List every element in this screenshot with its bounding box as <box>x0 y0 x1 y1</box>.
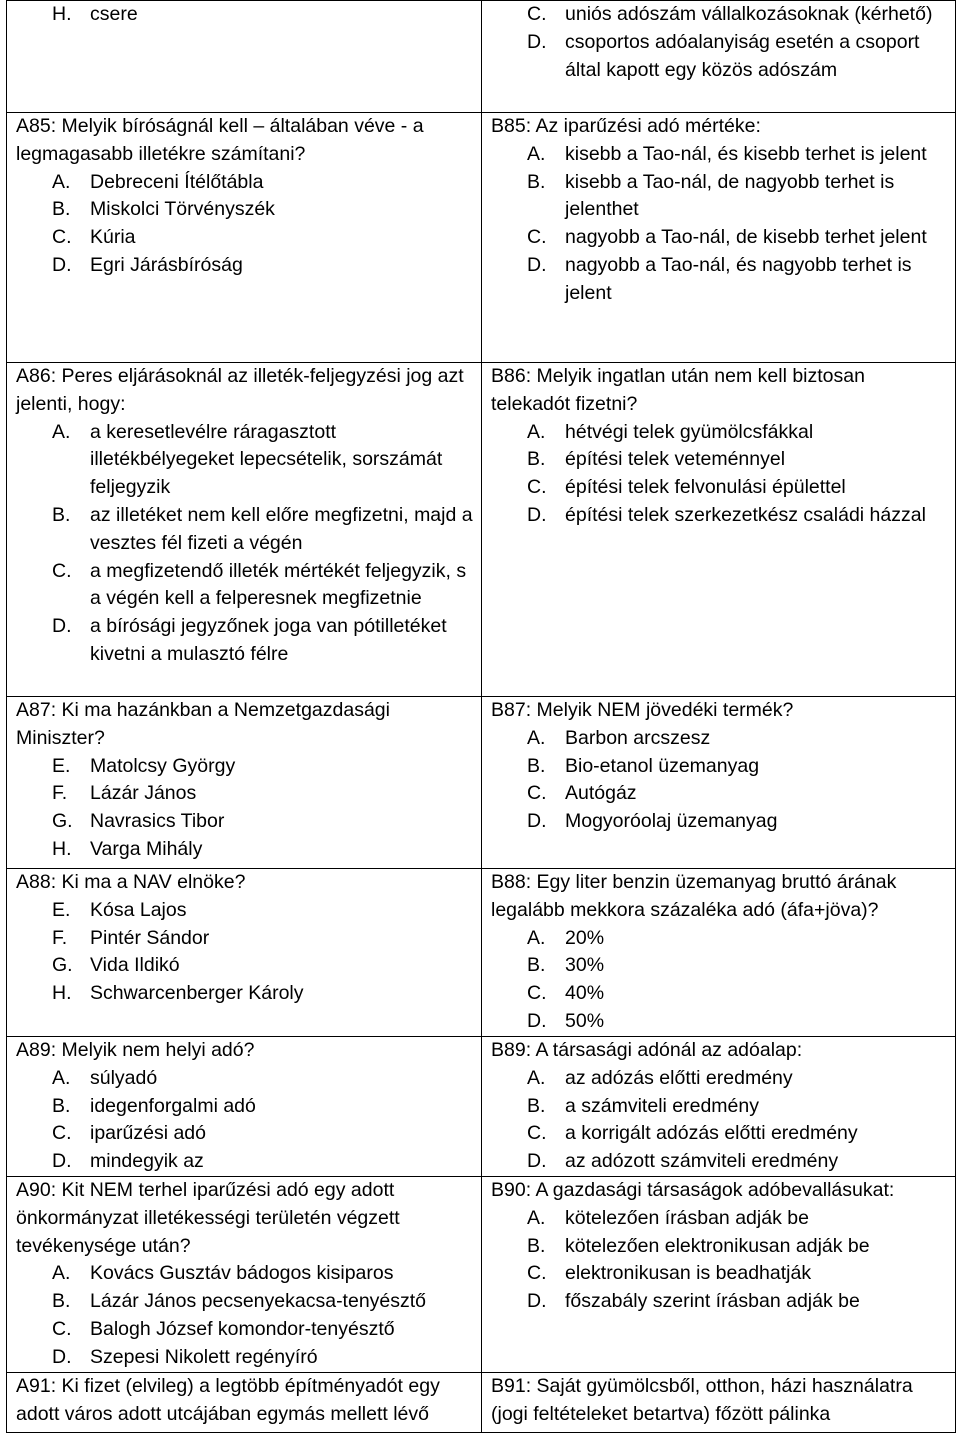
cell-left <box>7 697 482 869</box>
option: A. súlyadó <box>52 1066 158 1089</box>
option: A. kötelezően írásban adják be <box>527 1206 809 1229</box>
cell-right <box>482 113 956 363</box>
option: C. a korrigált adózás előtti eredmény <box>527 1122 858 1145</box>
table-row <box>7 1037 956 1177</box>
option: H. Varga Mihály <box>52 837 203 860</box>
question-text: A86: Peres eljárásoknál az illeték-feljegyzési jog azt jelenti, hogy: <box>16 365 464 415</box>
option: C. elektronikusan is beadhatják <box>527 1262 812 1285</box>
option: C. a megfizetendő illeték mértékét feljegyzik, s a végén kell a felperesnek megfizetnie <box>52 559 467 610</box>
option: C. Autógáz <box>527 782 637 805</box>
question-text: B86: Melyik ingatlan után nem kell biztosan telekadót fizetni? <box>491 365 865 415</box>
question-text: B91: Saját gyümölcsből, otthon, házi használatra (jogi feltételeket betartva) főzött pálinka <box>491 1375 913 1425</box>
option: F. Lázár János <box>52 782 197 805</box>
option: C. Balogh József komondor-tenyésztő <box>52 1317 395 1340</box>
option: A. Debreceni Ítélőtábla <box>52 170 264 193</box>
option: E. Matolcsy György <box>52 754 236 777</box>
cell-right <box>482 697 956 869</box>
option: B. kötelezően elektronikusan adják be <box>527 1234 870 1257</box>
option: B. Miskolci Törvényszék <box>52 198 275 221</box>
option: D. főszabály szerint írásban adják be <box>527 1290 860 1313</box>
table-row <box>7 1373 956 1433</box>
option: B. az illetéket nem kell előre megfizetni, majd a vesztes fél fizeti a végén <box>52 503 473 554</box>
option: A. a keresetlevélre ráragasztott illetékbélyegeket lepecsételik, sorszámát feljegyzik <box>52 420 443 499</box>
question-text: A87: Ki ma hazánkban a Nemzetgazdasági Miniszter? <box>16 699 390 749</box>
option: G. Vida Ildikó <box>52 954 180 977</box>
option: C. uniós adószám vállalkozásoknak (kérhető) <box>527 3 933 25</box>
option: B. Bio-etanol üzemanyag <box>527 754 760 777</box>
option: B. 30% <box>527 954 605 977</box>
option: B. Lázár János pecsenyekacsa-tenyésztő <box>52 1290 427 1313</box>
question-text: B88: Egy liter benzin üzemanyag bruttó árának legalább mekkora százaléka adó (áfa+jöva)? <box>491 871 897 921</box>
option: B. kisebb a Tao-nál, de nagyobb terhet is jelenthet <box>527 170 895 221</box>
question-text: A89: Melyik nem helyi adó? <box>16 1039 255 1061</box>
question-text: A90: Kit NEM terhel iparűzési adó egy adott önkormányzat illetékességi területén végzett tevékenysége után? <box>16 1179 400 1257</box>
table-row <box>7 363 956 697</box>
cell-left <box>7 1 482 113</box>
option: C. iparűzési adó <box>52 1122 206 1145</box>
option: D. a bírósági jegyzőnek joga van pótilletéket kivetni a mulasztó félre <box>52 615 447 665</box>
option: C. nagyobb a Tao-nál, de kisebb terhet jelent <box>527 226 927 249</box>
table-row <box>7 697 956 869</box>
option: A. 20% <box>527 926 605 949</box>
option: E. Kósa Lajos <box>52 898 187 921</box>
option: H. csere <box>52 3 138 25</box>
question-text: A88: Ki ma a NAV elnöke? <box>16 871 246 893</box>
option: D. az adózott számviteli eredmény <box>527 1150 839 1173</box>
cell-right <box>482 1037 956 1177</box>
option: C. építési telek felvonulási épülettel <box>527 476 846 499</box>
option: B. idegenforgalmi adó <box>52 1094 256 1117</box>
option: A. hétvégi telek gyümölcsfákkal <box>527 420 814 443</box>
cell-left <box>7 113 482 363</box>
option: D. Szepesi Nikolett regényíró <box>52 1345 318 1368</box>
cell-left <box>7 1177 482 1373</box>
option: F. Pintér Sándor <box>52 926 210 949</box>
question-text: B90: A gazdasági társaságok adóbevallásukat: <box>491 1179 895 1201</box>
option: B. építési telek veteménnyel <box>527 448 786 471</box>
table-row <box>7 113 956 363</box>
option: C. 40% <box>527 982 605 1005</box>
option: C. Kúria <box>52 226 136 249</box>
cell-left <box>7 363 482 697</box>
cell-left <box>7 1037 482 1177</box>
option: A. az adózás előtti eredmény <box>527 1066 793 1089</box>
cell-right <box>482 1373 956 1433</box>
option: D. építési telek szerkezetkész családi házzal <box>527 503 926 526</box>
question-text: B87: Melyik NEM jövedéki termék? <box>491 699 794 721</box>
cell-left <box>7 1373 482 1433</box>
cell-right <box>482 869 956 1037</box>
cell-right <box>482 1177 956 1373</box>
option: A. Kovács Gusztáv bádogos kisiparos <box>52 1262 394 1285</box>
question-text: B89: A társasági adónál az adóalap: <box>491 1039 803 1061</box>
option: D. csoportos adóalanyiság esetén a csoport által kapott egy közös adószám <box>527 30 920 81</box>
table-row <box>7 869 956 1037</box>
option: D. mindegyik az <box>52 1150 204 1173</box>
option: H. Schwarcenberger Károly <box>52 982 304 1005</box>
option: D. nagyobb a Tao-nál, és nagyobb terhet is jelent <box>527 253 912 304</box>
question-text: A91: Ki fizet (elvileg) a legtöbb építményadót egy adott város adott utcájában egymás mellett lévő <box>16 1375 440 1425</box>
cell-left <box>7 869 482 1037</box>
option: D. 50% <box>527 1009 605 1032</box>
table-row <box>7 1177 956 1373</box>
cell-right <box>482 1 956 113</box>
table-row <box>7 1 956 113</box>
question-table <box>6 0 956 1433</box>
option: D. Egri Járásbíróság <box>52 253 243 276</box>
option: D. Mogyoróolaj üzemanyag <box>527 810 778 833</box>
option: G. Navrasics Tibor <box>52 810 225 833</box>
option: B. a számviteli eredmény <box>527 1094 759 1117</box>
cell-right <box>482 363 956 697</box>
question-text: B85: Az iparűzési adó mértéke: <box>491 115 761 137</box>
question-text: A85: Melyik bíróságnál kell – általában véve - a legmagasabb illetékre számítani? <box>16 115 424 165</box>
option: A. kisebb a Tao-nál, és kisebb terhet is jelent <box>527 142 927 165</box>
option: A. Barbon arcszesz <box>527 726 711 749</box>
